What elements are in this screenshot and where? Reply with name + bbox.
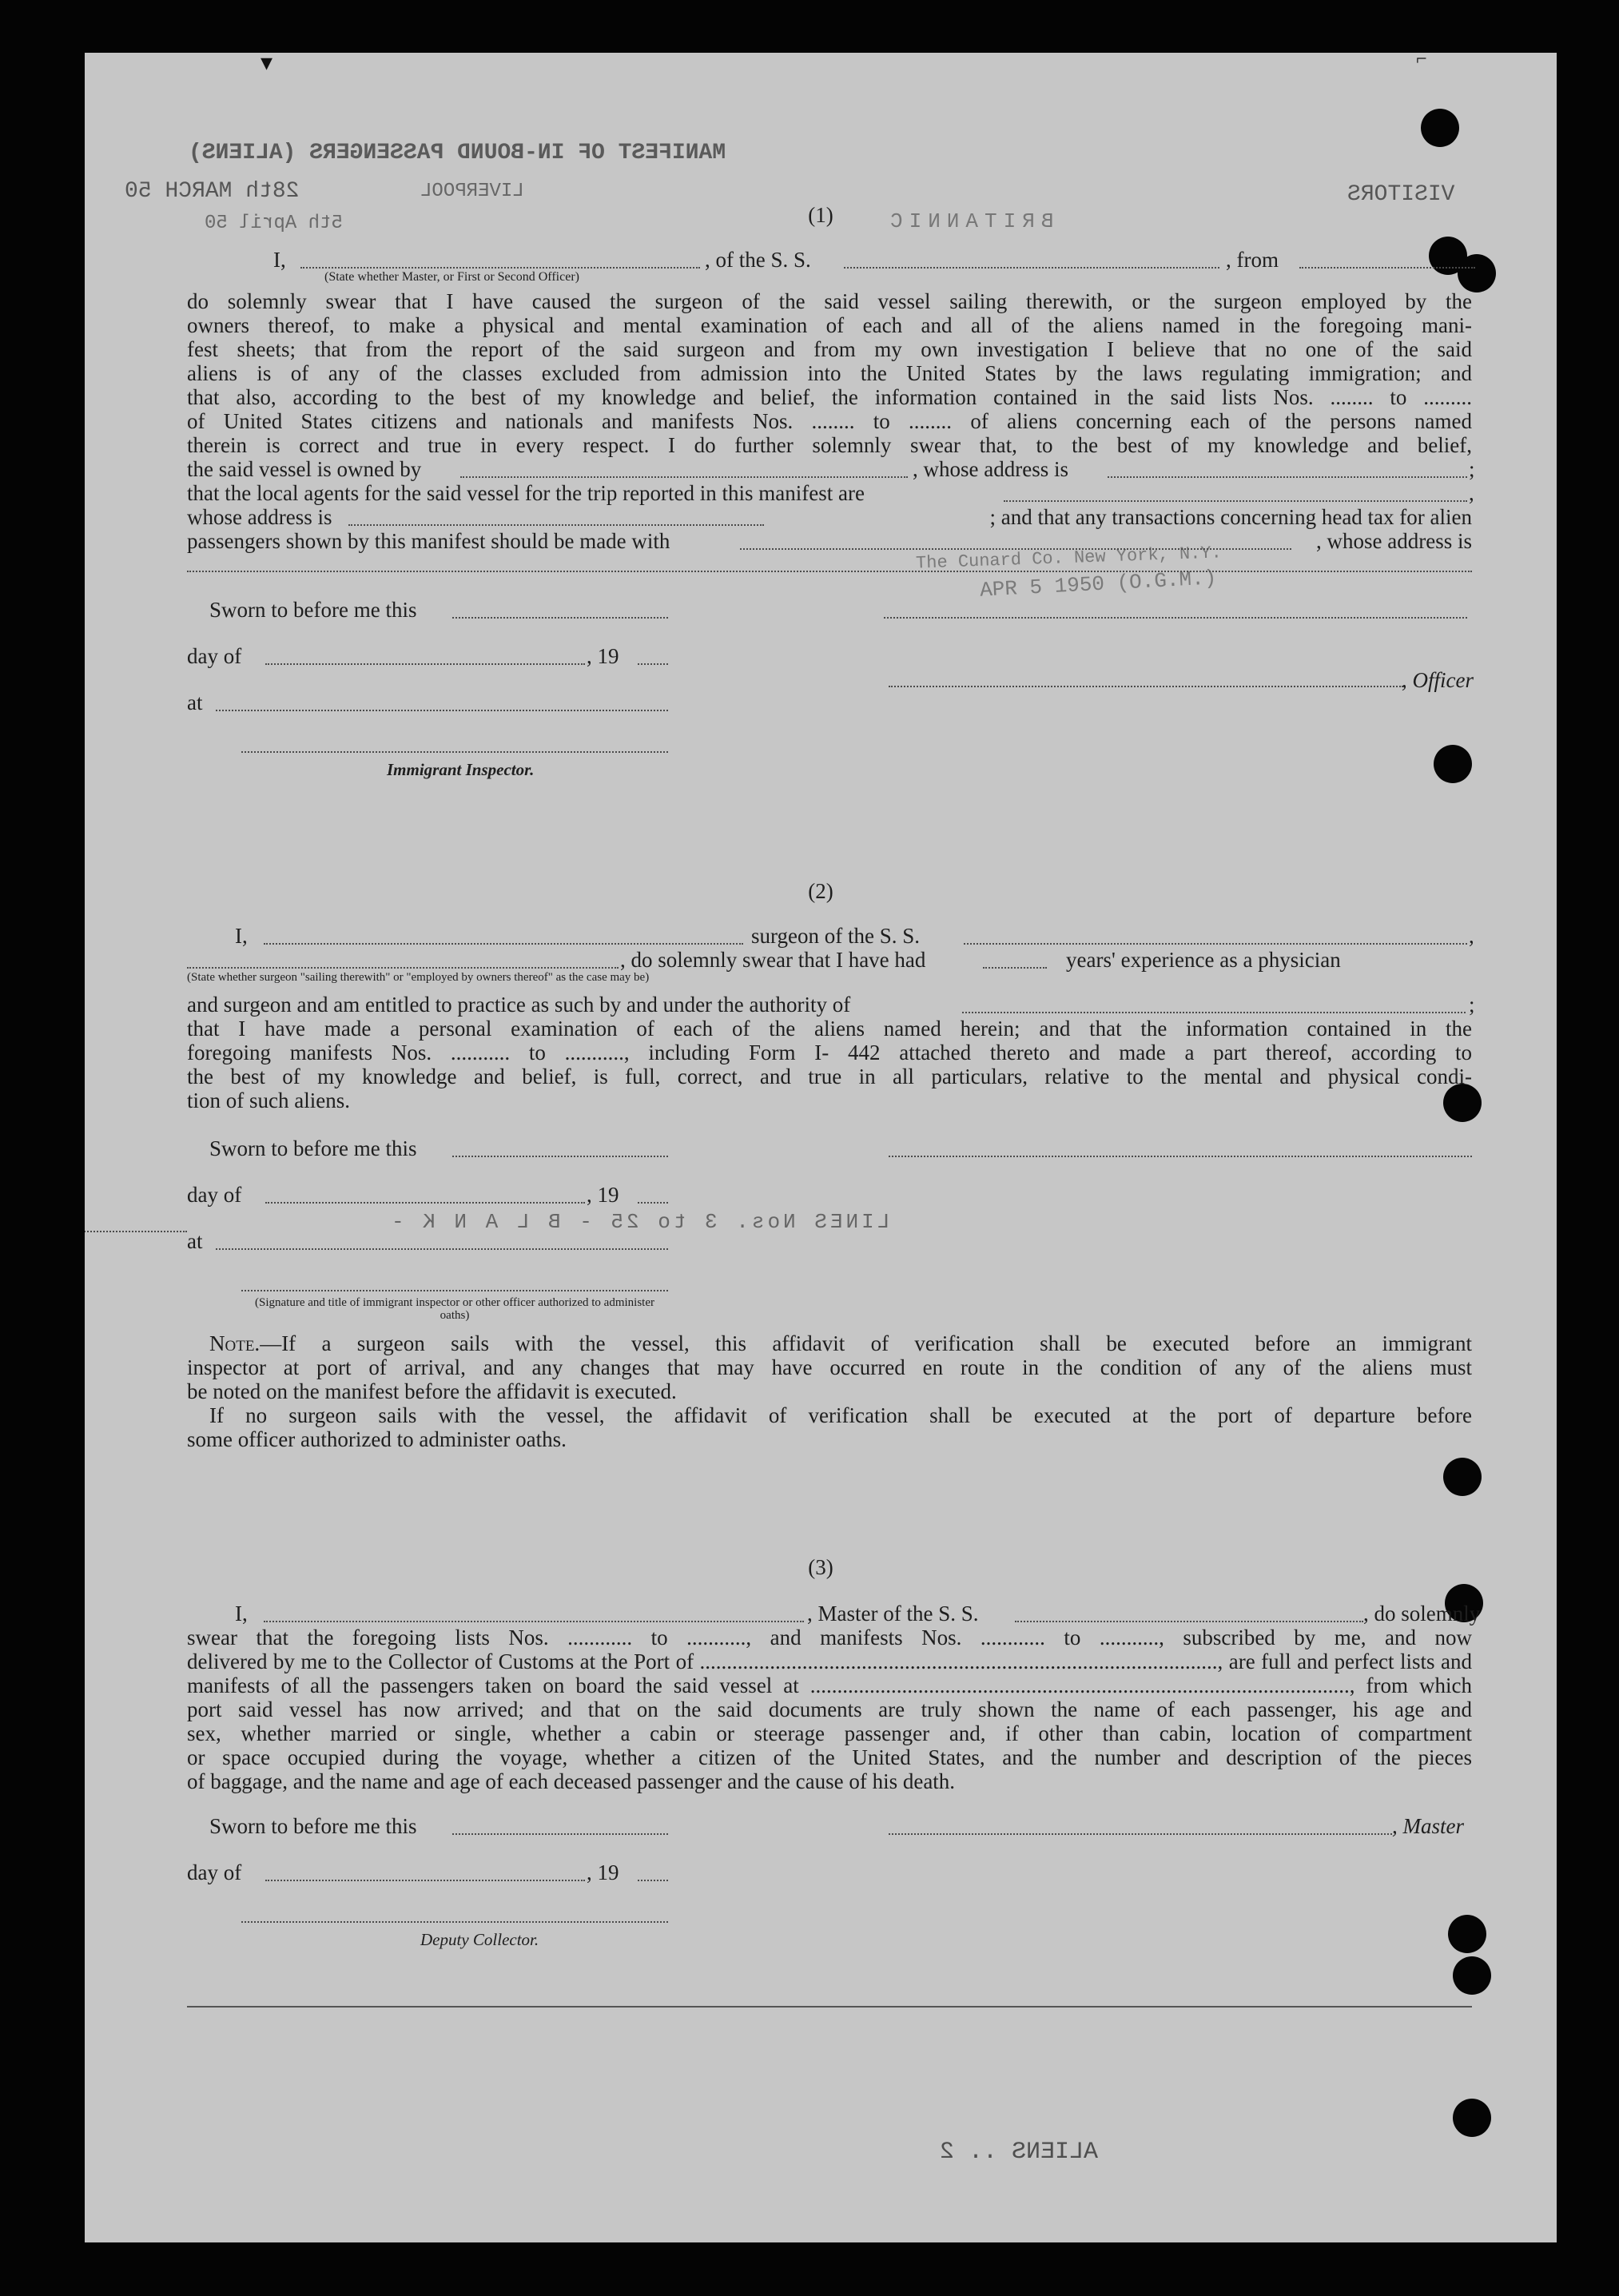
paragraph-line: that I have made a personal examination of each of the aliens named herein; and that the information contained in the (187, 1017, 1472, 1041)
master-name-field[interactable] (300, 267, 700, 269)
master-of-label: , Master of the S. S. (807, 1602, 979, 1626)
semicolon: ; (1469, 457, 1475, 481)
ship-name-field[interactable] (844, 267, 1219, 269)
owner-address-field[interactable] (1108, 476, 1467, 478)
section-3-i: I, (235, 1602, 248, 1626)
binder-hole-icon (1453, 1956, 1491, 1995)
date-stamp: APR 5 1950 (O.G.M.) (979, 566, 1218, 603)
section-3-day-field[interactable] (265, 1880, 585, 1881)
section-3-number: (3) (808, 1555, 833, 1579)
section-2-day-field[interactable] (265, 1202, 585, 1204)
surgeon-state-note: (State whether surgeon "sailing therewith" or "employed by owners thereof" as the case may be) (187, 971, 650, 984)
paragraph-line: tion of such aliens. (187, 1088, 350, 1112)
section-3-sworn-field[interactable] (452, 1833, 668, 1835)
section-3-ship-field[interactable] (1015, 1621, 1363, 1622)
master-label: , Master (1392, 1814, 1464, 1838)
authority-field[interactable] (962, 1012, 1466, 1013)
owned-by-label: the said vessel is owned by (187, 457, 422, 481)
master-signature-field[interactable] (889, 1833, 1392, 1835)
section-1-sworn-field[interactable] (452, 617, 668, 619)
agent-address-field[interactable] (348, 524, 764, 526)
paragraph-line: owners thereof, to make a physical and mental examination of each and all of the aliens named in the foregoing mani- (187, 313, 1472, 337)
bleed-ship: BRITANNIC (884, 209, 1054, 233)
bleed-arrival: 5th April 50 (205, 213, 343, 234)
signature-note: (Signature and title of immigrant inspector or other officer authorized to administer oaths) (255, 1296, 654, 1322)
agent-address-label: whose address is (187, 505, 332, 529)
semicolon: ; (1469, 993, 1475, 1017)
section-1-year-label: , 19 (587, 644, 619, 668)
section-1-at-label: at (187, 690, 203, 714)
bleed-blank-lines: LINES Nos. 3 to 25 - B L A N K - (388, 1210, 890, 1234)
paragraph-line: If no surgeon sails with the vessel, the affidavit of verification shall be executed at the port of departure before (209, 1403, 1472, 1427)
section-1-day-label: day of (187, 644, 242, 668)
owner-address-label: , whose address is (913, 457, 1068, 481)
section-2-day-label: day of (187, 1183, 242, 1207)
section-2-year-label: , 19 (587, 1183, 619, 1207)
paragraph-line: do solemnly swear that I have caused the surgeon of the said vessel sailing therewith, or the surgeon employed by the (187, 289, 1472, 313)
section-1-at-field[interactable] (216, 710, 668, 711)
section-2-i: I, (235, 924, 248, 948)
section-2-number: (2) (808, 879, 833, 903)
practice-label: and surgeon and am entitled to practice as such by and under the authority of (187, 993, 851, 1017)
bleed-class: VISITORS (1347, 182, 1455, 207)
bleed-title: MANIFEST OF IN-BOUND PASSENGERS (ALIENS) (189, 141, 726, 165)
paragraph-line: aliens is of any of the classes excluded from admission into the United States by the laws regulating immigration; and (187, 361, 1472, 385)
paragraph-line: be noted on the manifest before the affidavit is executed. (187, 1379, 677, 1403)
binder-hole-icon (1434, 745, 1472, 783)
head-tax-address-field[interactable] (187, 571, 1472, 572)
inspector-signature-field[interactable] (241, 751, 668, 753)
manifest-sheet (85, 53, 1557, 2242)
inspector-label: Immigrant Inspector. (387, 760, 535, 779)
section-3-master-name-field[interactable] (264, 1621, 804, 1622)
surgeon-signature-field[interactable] (889, 1156, 1472, 1157)
section-3-year-field[interactable] (638, 1880, 668, 1881)
collector-signature-field[interactable] (241, 1921, 668, 1923)
local-agents-field[interactable] (1004, 500, 1467, 502)
paragraph-line: swear that the foregoing lists Nos. ............ to ..........., and manifests Nos. ............ to ..........., subscribed by me, and now (187, 1626, 1472, 1649)
comma: , (1469, 481, 1474, 505)
section-2-at-label: at (187, 1229, 203, 1253)
corner-mark-icon: ⌐ (1416, 53, 1427, 70)
do-solemnly-label: , do solemnly (1363, 1602, 1481, 1626)
note-text: —If a surgeon sails with the vessel, this affidavit of verification shall be executed before an immigrant (260, 1331, 1472, 1355)
owner-field[interactable] (460, 476, 908, 478)
section-1-from: , from (1226, 248, 1279, 272)
section-3-year-label: , 19 (587, 1860, 619, 1884)
bleed-footer: ALIENS .. 2 (940, 2139, 1099, 2166)
paragraph-line: that also, according to the best of my knowledge and belief, the information contained in the said lists Nos. ........ to ......... (187, 385, 1472, 409)
binder-hole-icon (1458, 254, 1496, 292)
paragraph-line: of baggage, and the name and age of each deceased passenger and the cause of his death. (187, 1769, 956, 1793)
years-experience-field[interactable] (983, 967, 1047, 969)
section-2-year-field[interactable] (638, 1202, 668, 1204)
section-1-signature-line[interactable] (884, 617, 1467, 619)
collector-label: Deputy Collector. (420, 1930, 539, 1949)
bottom-rule (187, 2006, 1472, 2008)
passengers-shown-label: passengers shown by this manifest should be made with (187, 529, 670, 553)
surgeon-ship-field[interactable] (964, 943, 1467, 945)
blank-lines-leader (85, 1231, 187, 1232)
section-2-at-field[interactable] (216, 1248, 668, 1250)
surgeon-swear-label: , do solemnly swear that I have had (620, 948, 926, 972)
section-1-year-field[interactable] (638, 663, 668, 665)
paragraph-line: of United States citizens and nationals and manifests Nos. ........ to ........ of aliens concerning each of the persons named (187, 409, 1472, 433)
paragraph-line: therein is correct and true in every respect. I do further solemnly swear that, to the best of my knowledge and belief, (187, 433, 1472, 457)
years-label: years' experience as a physician (1066, 948, 1341, 972)
paragraph-line: delivered by me to the Collector of Customs at the Port of ................................................................................................, are full and perfect lists and (187, 1649, 1472, 1673)
section-2-sworn-field[interactable] (452, 1156, 668, 1157)
surgeon-status-field[interactable] (187, 967, 619, 969)
bleed-date: 28th MARCH 50 (125, 179, 300, 204)
paragraph-line: or space occupied during the voyage, whether a citizen of the United States, and the number and description of the pieces (187, 1745, 1472, 1769)
section-2-sworn-label: Sworn to before me this (209, 1136, 417, 1160)
paragraph-line: foregoing manifests Nos. ........... to ..........., including Form I- 442 attached thereto and made a part thereof, according to (187, 1041, 1472, 1064)
binder-hole-icon (1443, 1458, 1482, 1496)
section-1-number: (1) (808, 203, 833, 227)
head-tax-address-label: , whose address is (1316, 529, 1472, 553)
binder-hole-icon (1453, 2099, 1491, 2137)
from-port-field[interactable] (1299, 267, 1475, 269)
section-1-day-field[interactable] (265, 663, 585, 665)
binder-hole-icon (1421, 109, 1459, 147)
head-tax-contact-field[interactable] (740, 548, 1291, 550)
section-1-of-ss: , of the S. S. (705, 248, 811, 272)
section-1-i: I, (273, 248, 286, 272)
comma: , (1469, 924, 1474, 948)
paragraph-line: sex, whether married or single, whether a cabin or steerage passenger and, if other than cabin, location of compartment (187, 1721, 1472, 1745)
head-tax-text: ; and that any transactions concerning head tax for alien (989, 505, 1472, 529)
officer-signature-field[interactable] (889, 686, 1403, 687)
section-3-day-label: day of (187, 1860, 242, 1884)
surgeon-name-field[interactable] (264, 943, 743, 945)
note-label: Note. (209, 1331, 261, 1355)
paragraph-line: manifests of all the passengers taken on board the said vessel at ...................................................................................................., from which (187, 1673, 1472, 1697)
bleed-agent: The Cunard Co. New York, N.Y. (915, 543, 1223, 574)
officer-label: , Officer (1402, 668, 1474, 692)
note-first-line (209, 1331, 1472, 1355)
bleed-port: LIVERPOOL (420, 181, 524, 202)
binder-hole-icon (1448, 1915, 1486, 1953)
paragraph-line: port said vessel has now arrived; and that on the said documents are truly shown the name of each passenger, his age and (187, 1697, 1472, 1721)
section-2-inspector-field[interactable] (241, 1290, 668, 1291)
surgeon-of-label: surgeon of the S. S. (751, 924, 921, 948)
paragraph-line: inspector at port of arrival, and any changes that may have occurred en route in the condition of any of the aliens must (187, 1355, 1472, 1379)
binder-hole-icon (1443, 1084, 1482, 1122)
section-1-sworn-label: Sworn to before me this (209, 598, 417, 622)
section-1-state-note: (State whether Master, or First or Second Officer) (324, 270, 579, 284)
corner-mark-icon: ▾ (261, 53, 273, 76)
paragraph-line: the best of my knowledge and belief, is full, correct, and true in all particulars, relative to the mental and physical condi- (187, 1064, 1472, 1088)
paragraph-line: fest sheets; that from the report of the said surgeon and from my own investigation I believe that no one of the said (187, 337, 1472, 361)
paragraph-line: some officer authorized to administer oaths. (187, 1427, 567, 1451)
section-3-sworn-label: Sworn to before me this (209, 1814, 417, 1838)
local-agents-label: that the local agents for the said vessel for the trip reported in this manifest are (187, 481, 865, 505)
